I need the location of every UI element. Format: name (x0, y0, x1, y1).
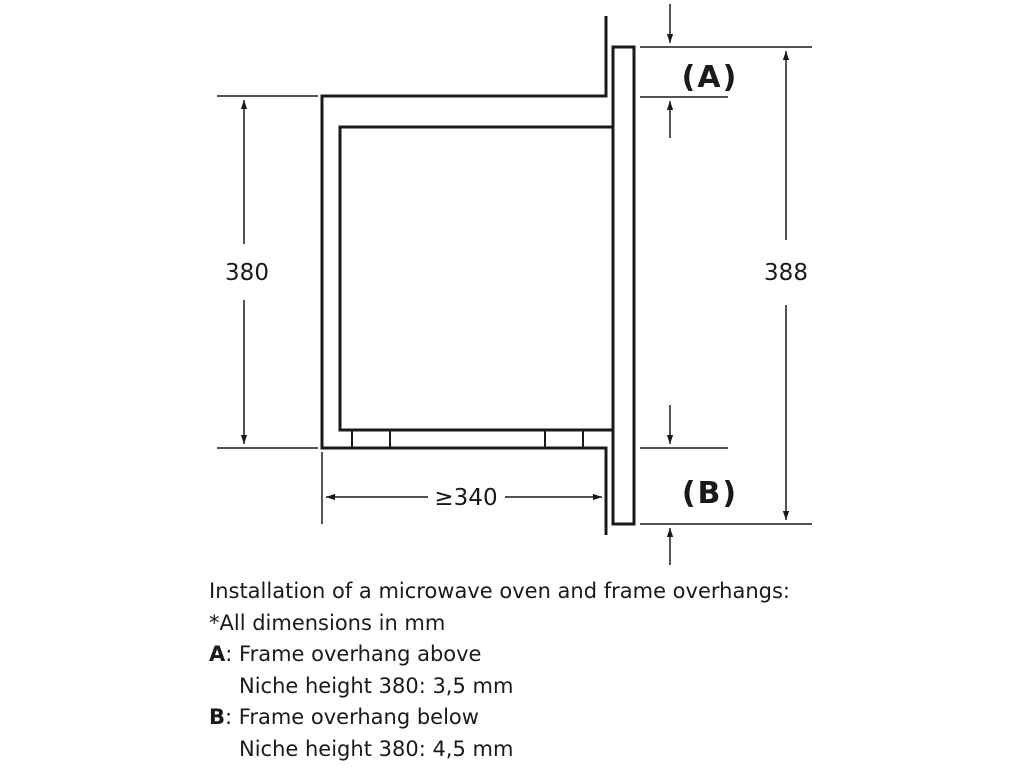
caption-a-text: : Frame overhang above (225, 642, 482, 666)
depth-label: ≥340 (434, 485, 498, 511)
caption-b-text: : Frame overhang below (225, 705, 479, 729)
frame-height-label: 388 (764, 260, 808, 286)
caption-title: Installation of a microwave oven and frame overhangs: (209, 579, 790, 603)
caption-a-key: A (209, 642, 226, 666)
label-a: (A) (681, 60, 739, 95)
caption-a-detail: Niche height 380: 3,5 mm (239, 673, 514, 698)
microwave-body (340, 127, 612, 430)
caption-b-line (209, 702, 790, 734)
niche-outline (322, 16, 606, 535)
caption-note: *All dimensions in mm (209, 610, 446, 635)
foot-right (545, 430, 583, 448)
foot-left (352, 430, 390, 448)
caption-b-detail: Niche height 380: 4,5 mm (239, 736, 514, 761)
microwave-feet (352, 430, 583, 448)
label-b: (B) (681, 476, 739, 511)
caption-block (209, 576, 790, 765)
niche-height-label: 380 (225, 260, 269, 286)
caption-a-line (209, 639, 790, 671)
caption-b-key: B (209, 705, 226, 729)
front-frame (613, 47, 634, 524)
